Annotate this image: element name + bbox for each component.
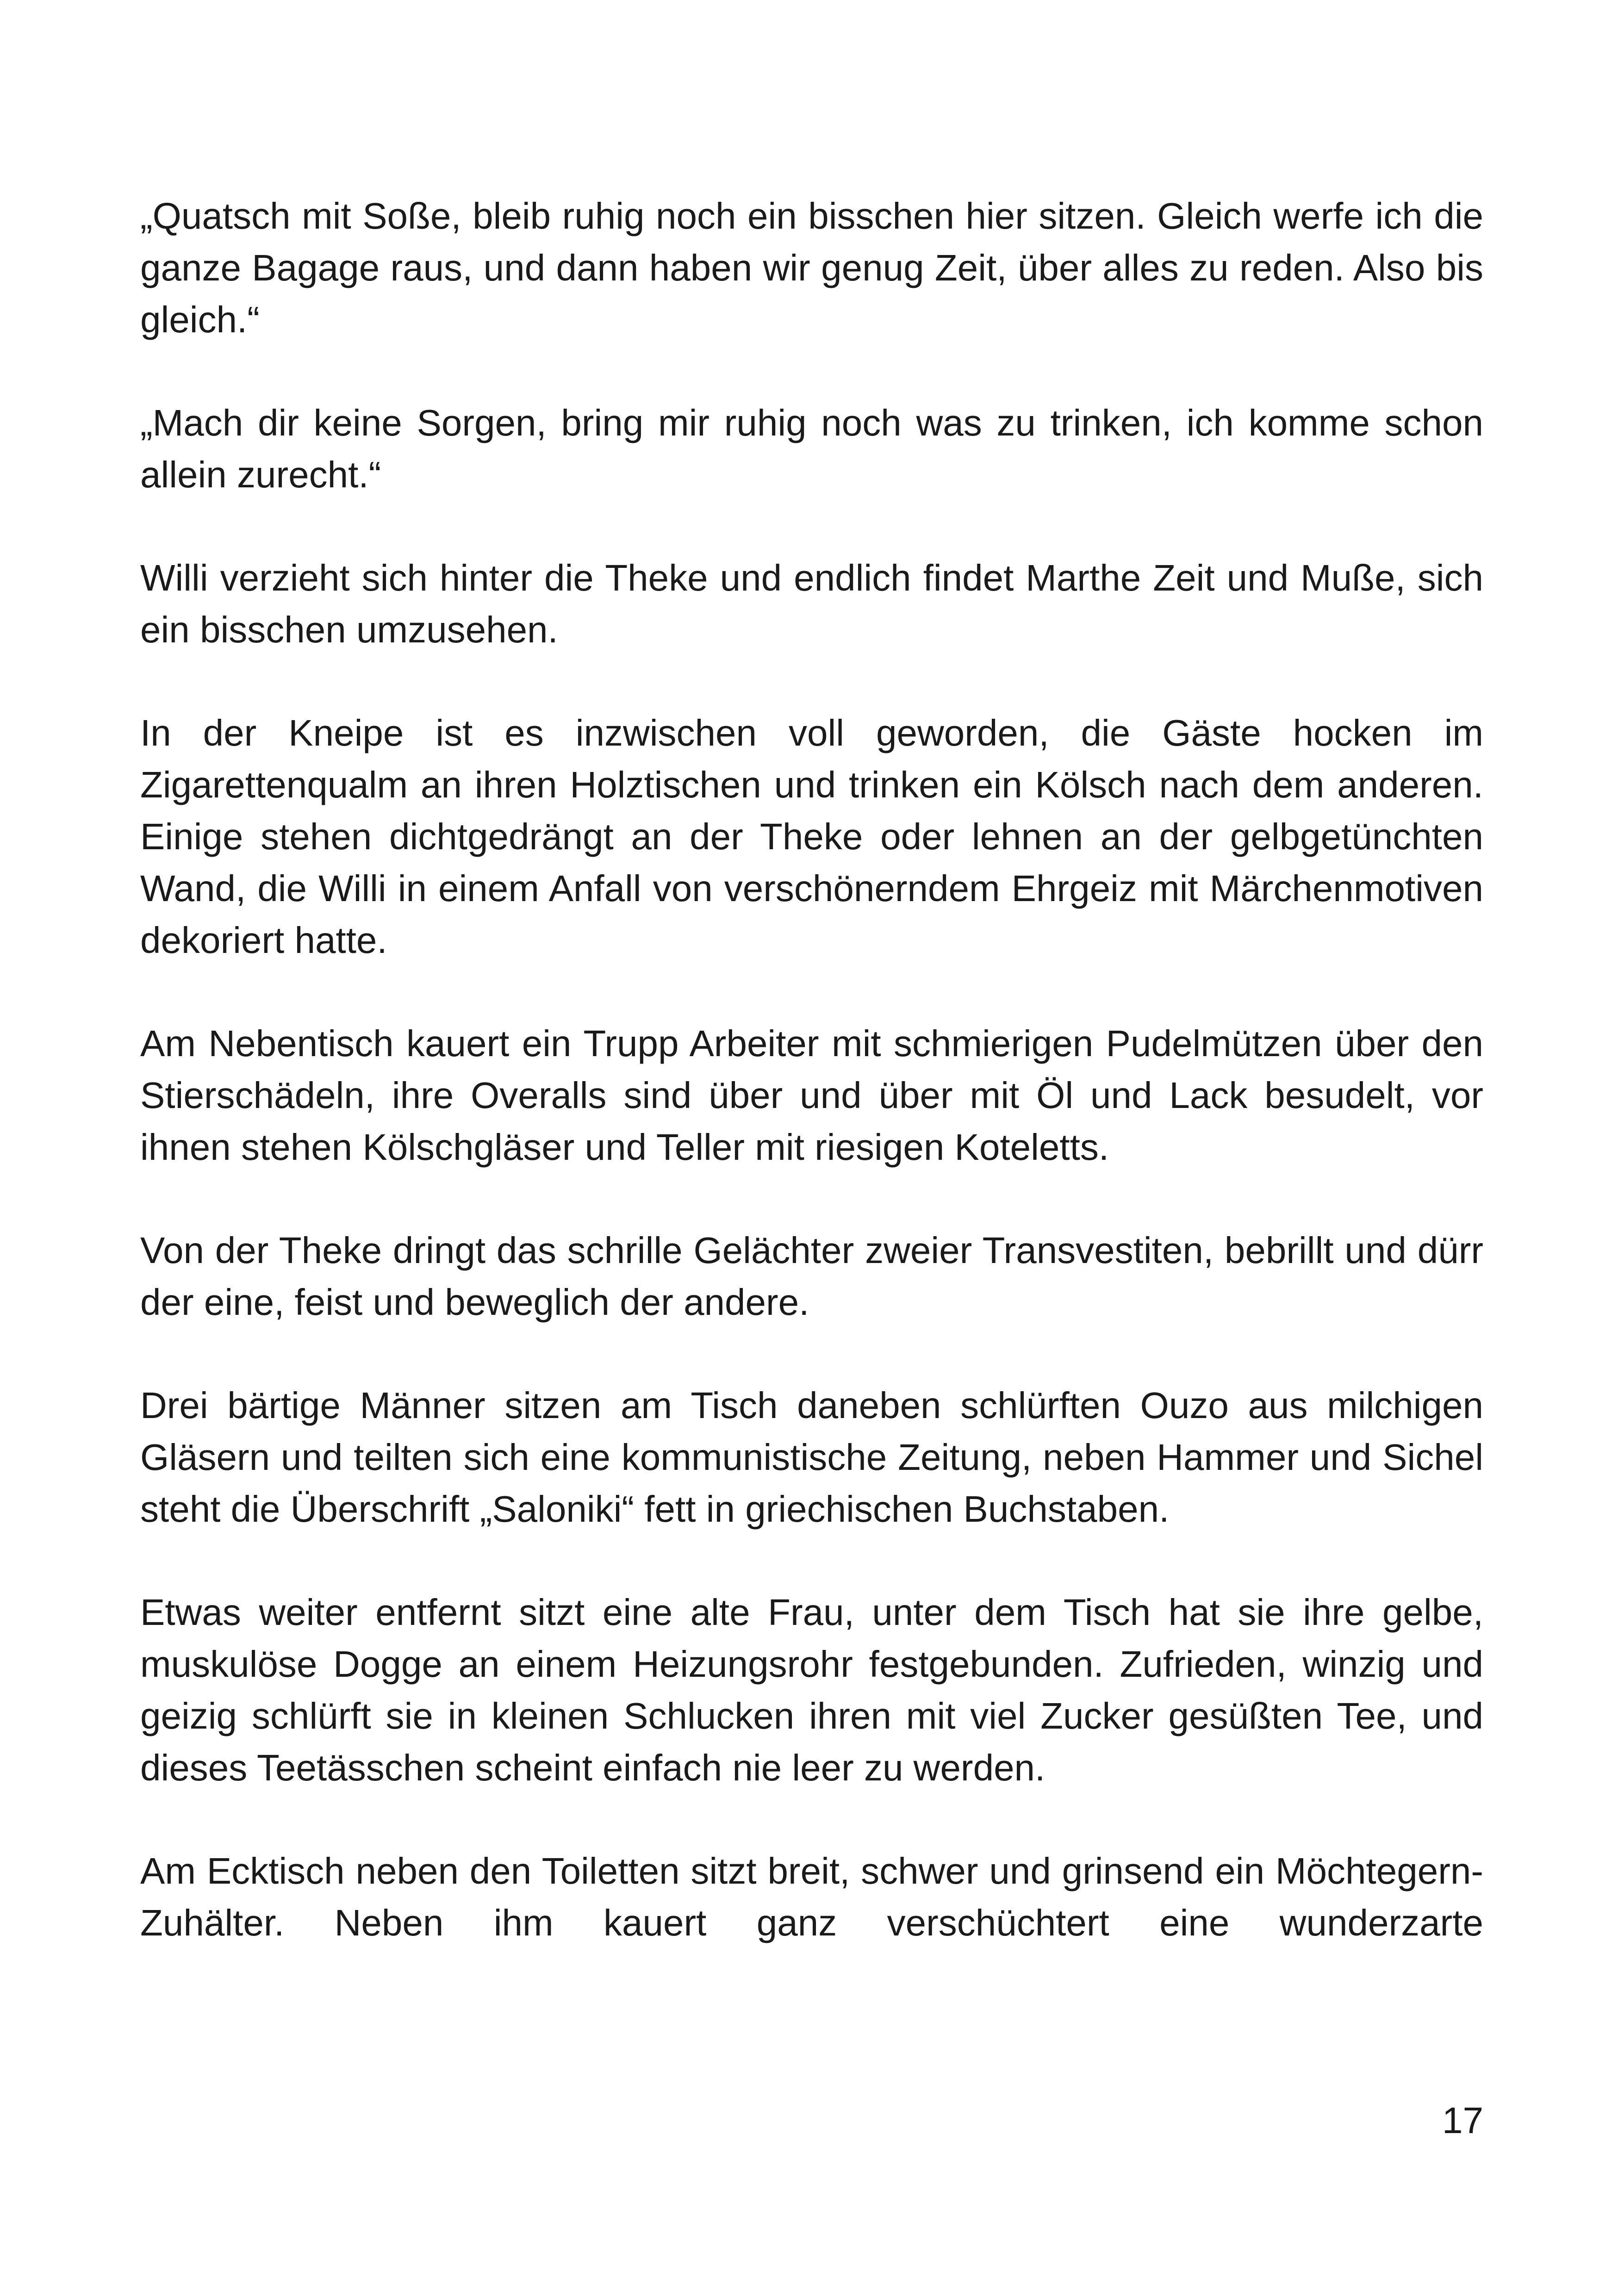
paragraph: Am Nebentisch kauert ein Trupp Arbeiter mit schmierigen Pudelmützen über den Stierschädeln, ihre Overalls sind über und über mit Öl und Lack besudelt, vor ihnen stehen Kölschgläser und Teller mit riesigen Koteletts. — [140, 1023, 1483, 1168]
paragraph: Etwas weiter entfernt sitzt eine alte Frau, unter dem Tisch hat sie ihre gelbe, muskulöse Dogge an einem Heizungsrohr festgebunden. Zufrieden, winzig und geizig schlürft sie in kleinen Schlucken ihren mit viel Zucker gesüßten Tee, und dieses Teetässchen scheint einfach nie leer zu werden. — [140, 1592, 1483, 1788]
paragraph: „Mach dir keine Sorgen, bring mir ruhig noch was zu trinken, ich komme schon allein zurecht.“ — [140, 402, 1483, 495]
page-body — [140, 190, 1483, 1949]
paragraph: In der Kneipe ist es inzwischen voll geworden, die Gäste hocken im Zigarettenqualm an ihren Holztischen und trinken ein Kölsch nach dem anderen. Einige stehen dichtgedrängt an der Theke oder lehnen an der gelbgetünchten Wand, die Willi in einem Anfall von verschönerndem Ehrgeiz mit Märchenmotiven dekoriert hatte. — [140, 712, 1483, 961]
page-number: 17 — [1442, 2100, 1483, 2141]
paragraph: Von der Theke dringt das schrille Gelächter zweier Transvestiten, bebrillt und dürr der eine, feist und beweglich der andere. — [140, 1230, 1483, 1323]
paragraph: Drei bärtige Männer sitzen am Tisch daneben schlürften Ouzo aus milchigen Gläsern und teilten sich eine kommunistische Zeitung, neben Hammer und Sichel steht die Überschrift „Saloniki“ fett in griechischen Buchstaben. — [140, 1385, 1483, 1530]
paragraph: Am Ecktisch neben den Toiletten sitzt breit, schwer und grinsend ein Möchtegern-Zuhälter. Neben ihm kauert ganz verschüchtert eine wunderzarte — [140, 1850, 1483, 1943]
paragraph: „Quatsch mit Soße, bleib ruhig noch ein bisschen hier sitzen. Gleich werfe ich die ganze Bagage raus, und dann haben wir genug Zeit, über alles zu reden. Also bis gleich.“ — [140, 195, 1483, 340]
paragraph: Willi verzieht sich hinter die Theke und endlich findet Marthe Zeit und Muße, sich ein bisschen umzusehen. — [140, 557, 1483, 650]
